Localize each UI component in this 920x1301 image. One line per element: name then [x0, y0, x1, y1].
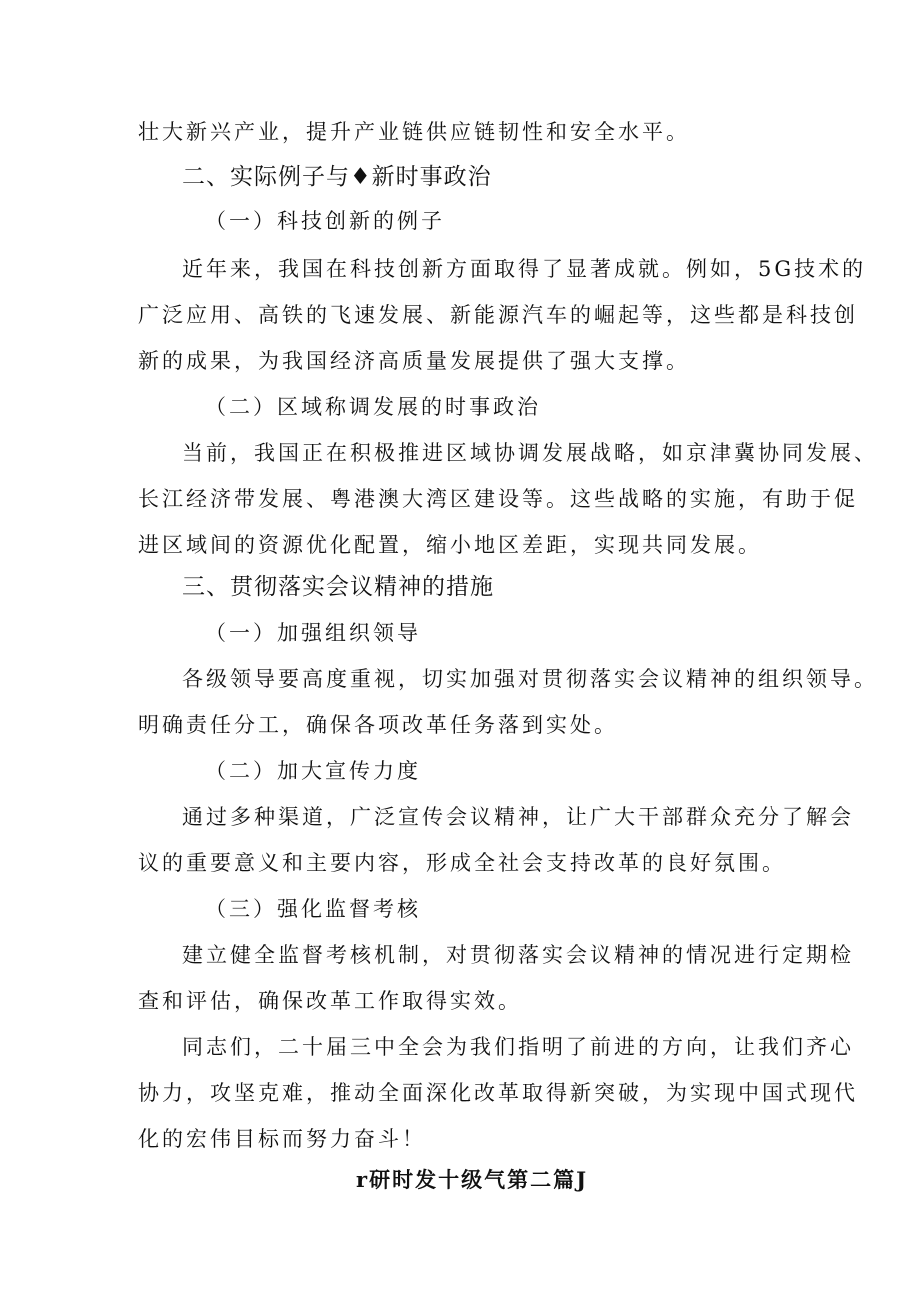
- section-3-sub-1-line-2: 明确责任分工，确保各项改革任务落到实处。: [138, 713, 618, 737]
- section-3-sub-3-line-2: 查和评估，确保改革工作取得实效。: [138, 989, 522, 1013]
- next-article-title: r研时发十级气第二篇J: [356, 1167, 588, 1192]
- section-3-sub-3-heading: （三）强化监督考核: [205, 897, 421, 921]
- section-2-sub-1-heading: （一）科技创新的例子: [205, 209, 445, 233]
- section-3-sub-2-heading: （二）加大宣传力度: [205, 759, 421, 783]
- section-2-sub-2-line-2: 长江经济带发展、粤港澳大湾区建设等。这些战略的实施，有助于促: [138, 487, 858, 511]
- section-3-sub-2-line-2: 议的重要意义和主要内容，形成全社会支持改革的良好氛围。: [138, 851, 786, 875]
- section-3-sub-3-line-1: 建立健全监督考核机制，对贯彻落实会议精神的情况进行定期检: [182, 943, 854, 967]
- section-2-sub-2-line-3: 进区域间的资源优化配置，缩小地区差距，实现共同发展。: [138, 533, 762, 557]
- closing-line-1: 同志们，二十届三中全会为我们指明了前进的方向，让我们齐心: [182, 1035, 854, 1059]
- section-2-sub-2-line-1: 当前，我国正在积极推进区域协调发展战略，如京津冀协同发展、: [182, 441, 878, 465]
- closing-line-3: 化的宏伟目标而努力奋斗！: [138, 1127, 426, 1151]
- intro-paragraph-tail: 壮大新兴产业，提升产业链供应链韧性和安全水平。: [138, 120, 690, 144]
- section-2-sub-1-line-3: 新的成果，为我国经济高质量发展提供了强大支撑。: [138, 349, 690, 373]
- closing-line-2: 协力，攻坚克难，推动全面深化改革取得新突破，为实现中国式现代: [138, 1081, 858, 1105]
- section-3-sub-1-heading: （一）加强组织领导: [205, 621, 421, 645]
- section-2-sub-1-line-1: 近年来，我国在科技创新方面取得了显著成就。例如，5G技术的: [182, 257, 867, 281]
- section-2-sub-1-line-2: 广泛应用、高铁的飞速发展、新能源汽车的崛起等，这些都是科技创: [138, 303, 858, 327]
- section-3-heading: 三、贯彻落实会议精神的措施: [182, 574, 494, 600]
- section-3-sub-2-line-1: 通过多种渠道，广泛宣传会议精神，让广大干部群众充分了解会: [182, 805, 854, 829]
- section-2-sub-2-heading: （二）区域称调发展的时事政治: [205, 395, 541, 419]
- section-3-sub-1-line-1: 各级领导要高度重视，切实加强对贯彻落实会议精神的组织领导。: [182, 667, 878, 691]
- section-2-heading: 二、实际例子与♦新时事政治: [182, 164, 492, 190]
